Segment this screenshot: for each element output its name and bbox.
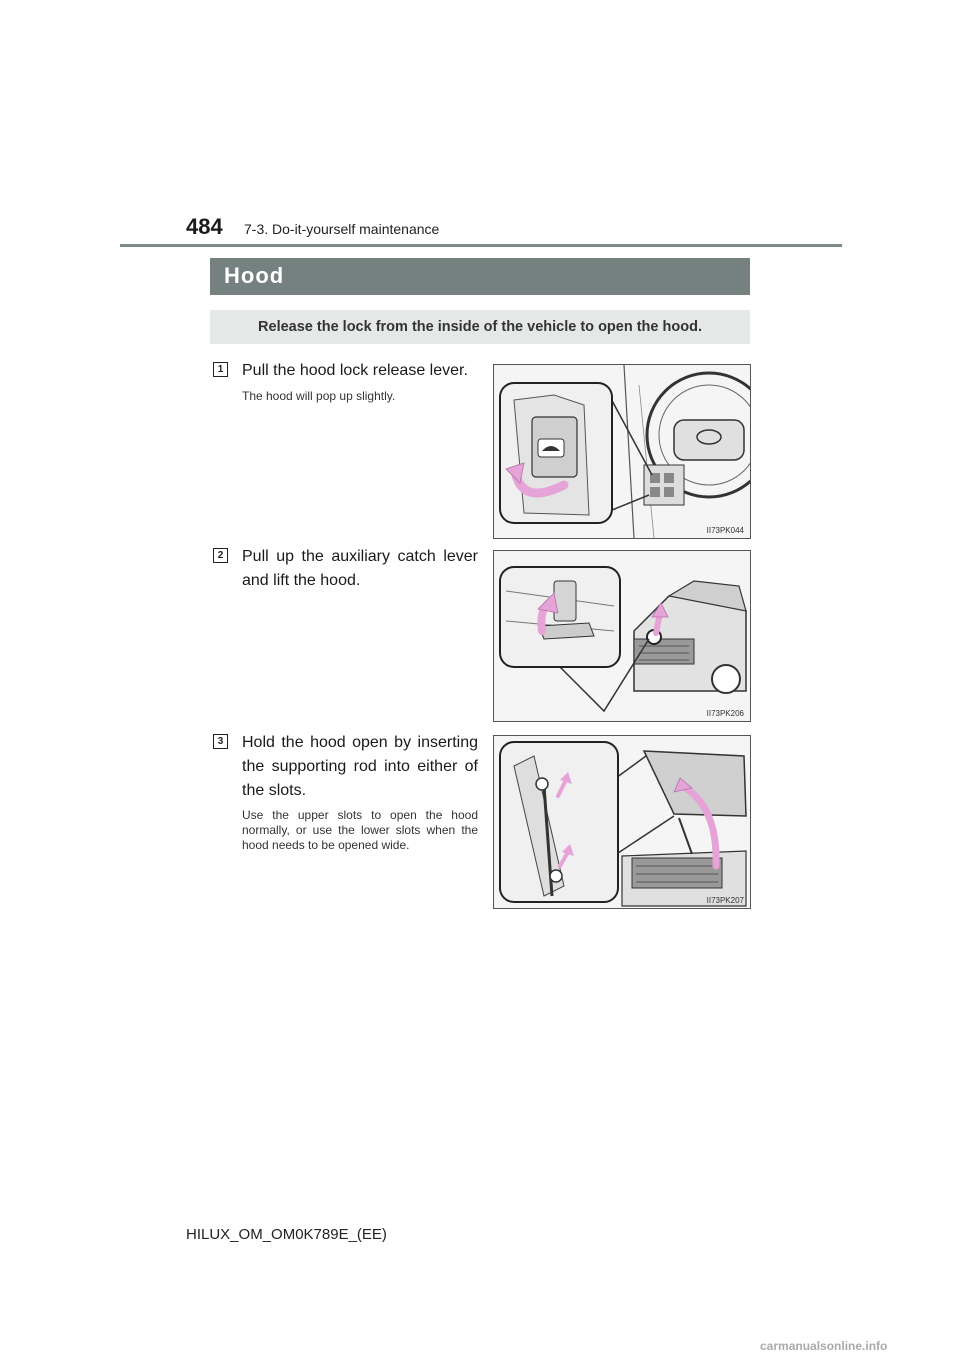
figure-2-illustration xyxy=(494,551,750,721)
section-title: 7-3. Do-it-yourself maintenance xyxy=(244,221,440,237)
figure-auxiliary-catch-lever xyxy=(493,550,751,722)
step-3-note: Use the upper slots to open the hood normally, or use the lower slots when the hood needs to be opened wide. xyxy=(242,808,478,852)
figure-3-code: II73PK207 xyxy=(706,896,744,905)
step-3-badge: 3 xyxy=(213,734,228,749)
header-rule xyxy=(120,244,842,247)
step-2-badge: 2 xyxy=(213,548,228,563)
figure-1-illustration xyxy=(494,365,750,538)
step-1-badge: 1 xyxy=(213,362,228,377)
figure-2-code: II73PK206 xyxy=(706,709,744,718)
lead-text: Release the lock from the inside of the vehicle to open the hood. xyxy=(258,319,702,335)
page-title: Hood xyxy=(224,263,285,288)
title-bar xyxy=(210,258,750,295)
step-1-text: Pull the hood lock release lever. xyxy=(242,362,468,379)
step-3-text: Hold the hood open by inserting the supporting rod into either of the slots. xyxy=(242,734,478,799)
step-1-note: The hood will pop up slightly. xyxy=(242,389,396,403)
document-footer: HILUX_OM_OM0K789E_(EE) xyxy=(186,1226,387,1243)
watermark: carmanualsonline.info xyxy=(760,1339,888,1353)
figure-3-illustration xyxy=(494,736,750,908)
figure-supporting-rod xyxy=(493,735,751,909)
page-number: 484 xyxy=(186,214,223,239)
figure-1-code: II73PK044 xyxy=(706,526,744,535)
figure-hood-lock-release-lever xyxy=(493,364,751,539)
step-2-text: Pull up the auxiliary catch lever and lift the hood. xyxy=(242,548,478,589)
lead-bar xyxy=(210,310,750,344)
